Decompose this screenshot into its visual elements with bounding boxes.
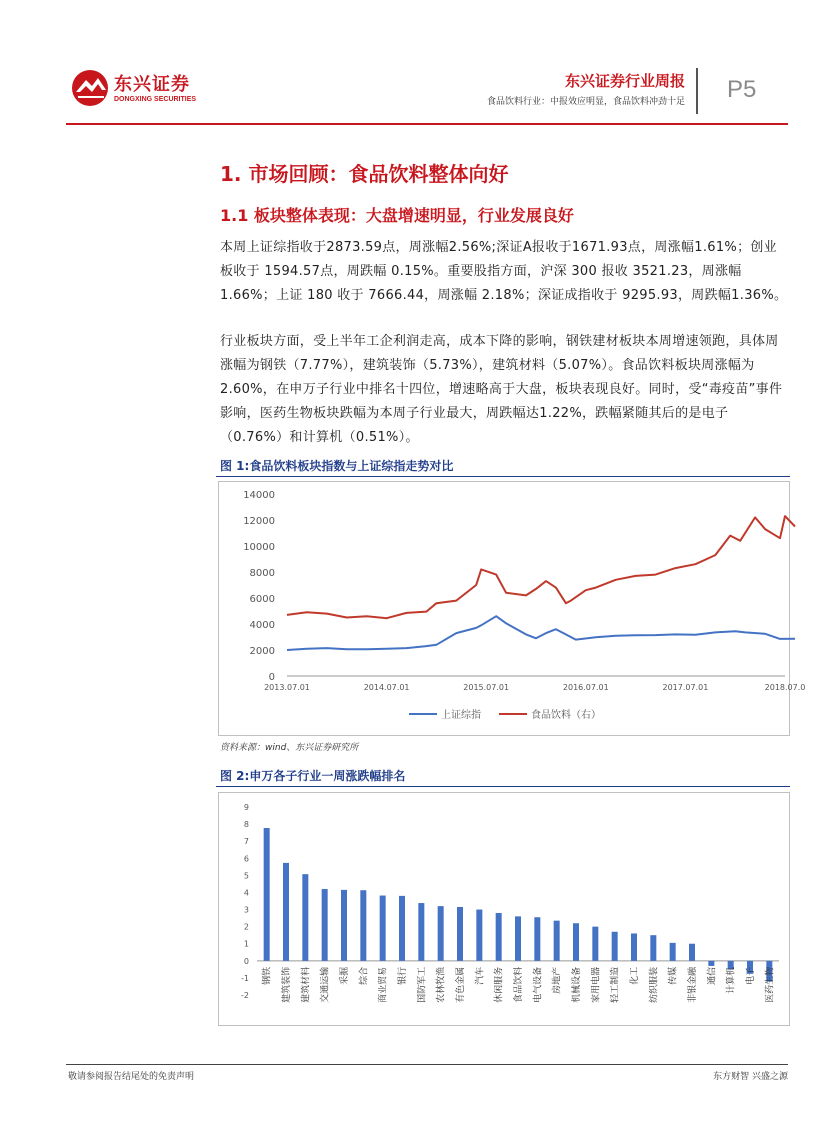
header-divider xyxy=(696,68,698,114)
bar xyxy=(457,907,463,961)
category-label: 农林牧渔 xyxy=(436,966,447,1003)
footer-rule xyxy=(66,1064,788,1065)
category-label: 计算机 xyxy=(726,966,737,994)
category-label: 电气设备 xyxy=(533,966,544,1003)
bar xyxy=(476,910,482,961)
category-label: 综合 xyxy=(359,966,370,985)
category-label: 电子 xyxy=(746,966,756,985)
bar xyxy=(708,961,714,966)
figure2-rule xyxy=(216,786,790,787)
y-tick-label: 2 xyxy=(243,922,249,932)
category-label: 通信 xyxy=(707,966,718,985)
y-tick-label: 0 xyxy=(243,956,249,966)
figure1-title: 图 1:食品饮料板块指数与上证综指走势对比 xyxy=(220,459,454,473)
bar xyxy=(612,932,618,961)
x-tick-label: 2017.07.01 xyxy=(662,683,709,692)
bar xyxy=(418,903,424,961)
bar xyxy=(573,923,579,961)
figure1-rule xyxy=(216,476,790,477)
y-tick-label: 1 xyxy=(243,939,249,949)
category-label: 交通运输 xyxy=(320,966,331,1003)
category-label: 化工 xyxy=(630,966,640,985)
y-tick-label: 6 xyxy=(243,854,249,864)
line-chart-canvas xyxy=(219,482,806,737)
y-tick-label: 8 xyxy=(243,820,249,830)
bar xyxy=(592,927,598,961)
y-tick-label: 4000 xyxy=(249,620,275,631)
x-tick-label: 2013.07.01 xyxy=(264,683,310,692)
category-label: 休闲服务 xyxy=(494,966,505,1003)
y-tick-label: 0 xyxy=(268,672,275,683)
y-tick-label: 8000 xyxy=(249,568,275,579)
category-label: 机械设备 xyxy=(572,966,582,1003)
category-label: 医药生物 xyxy=(765,966,776,1003)
header-rule xyxy=(66,123,788,125)
bar xyxy=(283,863,289,961)
legend-label-1: 食品饮料（右） xyxy=(531,710,601,721)
bar xyxy=(515,916,521,960)
category-label: 纺织服装 xyxy=(649,966,660,1003)
y-tick-label: -2 xyxy=(241,991,249,1000)
y-tick-label: 5 xyxy=(243,871,249,881)
category-label: 房地产 xyxy=(552,966,563,994)
page-number: P5 xyxy=(727,76,757,103)
category-label: 国防军工 xyxy=(417,966,428,1003)
category-label: 钢铁 xyxy=(262,966,273,985)
y-tick-label: 4 xyxy=(243,888,249,898)
category-label: 家用电器 xyxy=(591,966,602,1003)
figure1-source: 资料来源：wind、东兴证券研究所 xyxy=(220,743,359,753)
bar xyxy=(554,921,560,961)
bar xyxy=(322,889,328,961)
report-subtitle: 食品饮料行业：中报效应明显，食品饮料冲劲十足 xyxy=(486,97,685,107)
logo-cn-text: 东兴证券 xyxy=(114,74,190,95)
x-tick-label: 2015.07.01 xyxy=(463,683,510,692)
category-label: 食品饮料 xyxy=(514,966,524,1003)
logo-emblem-icon xyxy=(70,68,112,108)
bar xyxy=(670,943,676,961)
bar xyxy=(360,890,366,961)
bar xyxy=(534,917,540,961)
x-tick-label: 2016.07.01 xyxy=(562,683,609,692)
footer-slogan: 东方财智 兴盛之源 xyxy=(713,1072,788,1082)
y-tick-label: 6000 xyxy=(249,594,275,605)
x-tick-label: 2014.07.01 xyxy=(363,683,410,692)
y-tick-label: 12000 xyxy=(243,516,275,527)
y-tick-label: 7 xyxy=(243,837,249,847)
bar-chart xyxy=(218,792,790,1026)
paragraph-sector: 行业板块方面，受上半年工企利润走高，成本下降的影响，钢铁建材板块本周增速领跑，具体周涨幅为钢铁（7.77%），建筑装饰（5.73%），建筑材料（5.07%）。食品饮料板块周涨幅为 2.60%，在申万子行业中排名十四位，增速略高于大盘，板块表现良好。同时，受“毒疫苗”事件影响，医药生物板块跌幅为本周子行业最大，周跌幅达1.22%，跌幅紧随其后的是电子（0.76%）和计算机（0.51%）。 xyxy=(220,334,783,445)
report-type: 东兴证券行业周报 xyxy=(564,72,685,90)
logo xyxy=(70,68,210,108)
category-label: 轻工制造 xyxy=(610,966,621,1003)
category-label: 建筑装饰 xyxy=(282,966,292,1003)
series-line-0 xyxy=(287,616,795,650)
category-label: 传媒 xyxy=(668,966,679,985)
x-tick-label: 2018.07.0 xyxy=(764,683,806,692)
y-tick-label: 10000 xyxy=(243,542,275,553)
bar xyxy=(399,896,405,961)
bar-chart-canvas xyxy=(219,793,791,1027)
series-line-1 xyxy=(287,516,795,618)
figure2-title: 图 2:申万各子行业一周涨跌幅排名 xyxy=(220,769,406,783)
category-label: 采掘 xyxy=(340,966,350,985)
y-tick-label: -1 xyxy=(241,973,249,983)
line-chart xyxy=(218,481,806,736)
category-label: 建筑材料 xyxy=(301,966,312,1003)
bar xyxy=(438,906,444,961)
y-tick-label: 3 xyxy=(243,905,249,915)
bar xyxy=(650,935,656,961)
logo-en-text: DONGXING SECURITIES xyxy=(114,96,197,103)
y-tick-label: 2000 xyxy=(249,646,275,657)
paragraph-market-index: 本周上证综指收于2873.59点，周涨幅2.56%;深证A报收于1671.93点，周涨幅1.61%；创业板收于 1594.57点，周跌幅 0.15%。重要股指方面，沪深 300 报收 3521.23，周涨幅1.66%；上证 180 收于 7666.44，周涨幅 2.18%；深证成指收于 9295.93，周跌幅1.36%。 xyxy=(220,240,788,303)
bar xyxy=(496,913,502,961)
y-tick-label: 14000 xyxy=(243,490,275,501)
category-label: 汽车 xyxy=(475,966,486,985)
legend-label-0: 上证综指 xyxy=(441,710,481,721)
bar xyxy=(302,874,308,961)
bar xyxy=(689,944,695,961)
bar xyxy=(264,828,270,961)
subsection-heading: 1.1 板块整体表现：大盘增速明显，行业发展良好 xyxy=(220,206,574,225)
bar xyxy=(380,896,386,961)
category-label: 银行 xyxy=(398,966,408,985)
y-tick-label: 9 xyxy=(243,803,249,812)
category-label: 商业贸易 xyxy=(378,966,389,1003)
footer-disclaimer: 敬请参阅报告结尾处的免责声明 xyxy=(68,1072,195,1082)
category-label: 有色金属 xyxy=(456,966,466,1003)
section-heading: 1. 市场回顾：食品饮料整体向好 xyxy=(220,162,509,186)
bar xyxy=(341,890,347,961)
category-label: 非银金融 xyxy=(688,966,698,1003)
bar xyxy=(631,933,637,960)
